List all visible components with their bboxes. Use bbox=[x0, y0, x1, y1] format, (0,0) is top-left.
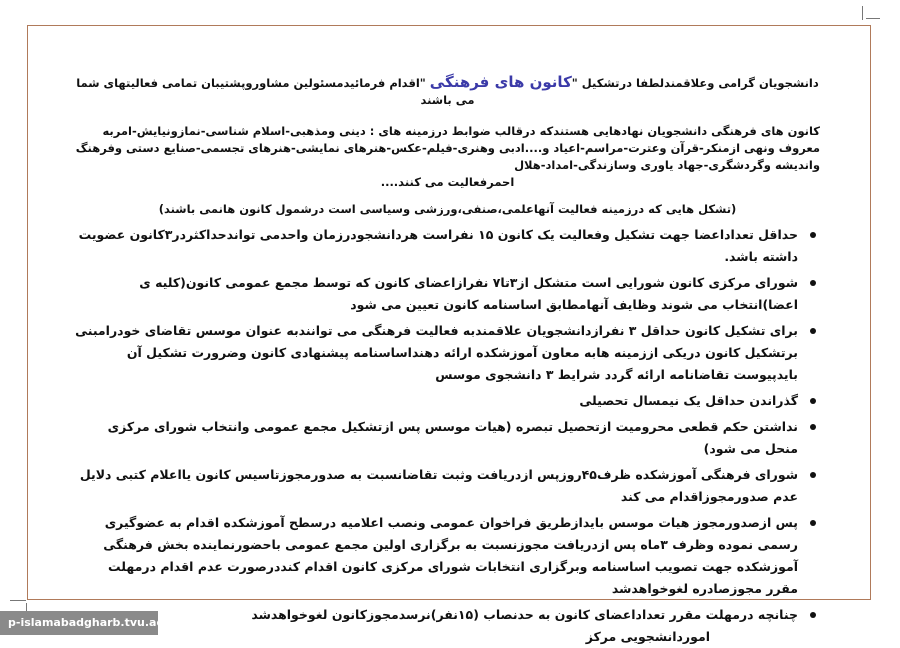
intro-highlight: کانون های فرهنگی bbox=[429, 73, 572, 91]
crop-mark bbox=[862, 6, 863, 20]
intro-post: "اقدام فرمائیدمسئولین مشاوروپشتیبان تمامی فعالیتهای شما می باشند bbox=[76, 76, 475, 107]
intro-pre: دانشجویان گرامی وعلاقمندلطفا درتشکیل " bbox=[571, 76, 819, 90]
definition-paragraph-end: احمرفعالیت می کنند.... bbox=[380, 175, 515, 189]
intro-line bbox=[75, 74, 820, 109]
list-item: نداشتن حکم قطعی محرومیت ازتحصیل تبصره (هیات موسس پس ازتشکیل مجمع عمومی وانتخاب شورای مرکزی منحل می شود) bbox=[75, 416, 798, 460]
signature-line: اموردانشجویی مرکز bbox=[585, 629, 710, 644]
rules-list bbox=[75, 224, 820, 626]
crop-mark bbox=[10, 600, 26, 601]
list-item: برای تشکیل کانون حداقل ۳ نفرازدانشجویان علاقمندبه فعالیت فرهنگی می توانندبه عنوان موسس تقاضای خودرامبنی برتشکیل کانون دریکی اززمینه هابه معاون آموزشکده ارائه دهنداساسنامه پیشنهادی کانون وضرورت تشکیل آن بایدپیوست تقاضانامه ارائه گردد شرایط ۳ دانشجوی موسس bbox=[75, 320, 798, 386]
list-item: گذراندن حداقل یک نیمسال تحصیلی bbox=[75, 390, 798, 412]
site-url-footer[interactable]: p-islamabadgharb.tvu.ac.ir bbox=[0, 611, 158, 635]
list-item: چنانچه درمهلت مقرر تعداداعضای کانون به حدنصاب (۱۵نفر)نرسدمجوزکانون لغوخواهدشد bbox=[75, 604, 798, 626]
announcement-document bbox=[75, 74, 820, 648]
list-item: حداقل تعداداعضا جهت تشکیل وفعالیت یک کانون ۱۵ نفراست هردانشجودرزمان واحدمی تواندحداکثردر۳کانون عضویت داشته باشد. bbox=[75, 224, 798, 268]
list-item: شورای فرهنگی آموزشکده ظرف۴۵روزپس ازدریافت وثبت تقاضانسبت به صدورمجوزتاسیس کانون یااعلام کتبی دلایل عدم صدورمجوزاقدام می کند bbox=[75, 464, 798, 508]
list-item: پس ازصدورمجوز هیات موسس بایدازطریق فراخوان عمومی ونصب اعلامیه درسطح آموزشکده اقدام به عضوگیری رسمی نموده وظرف ۳ماه پس ازدریافت مجوزنسبت به برگزاری اولین مجمع عمومی باحضورنماینده بخش فرهنگی آموزشکده جهت تصویب اساسنامه وبرگزاری انتخابات شورای مرکزی کانون اقدام کنددرصورت عدم اقدام درمهلت مقرر مجوزصادره لغوخواهدشد bbox=[75, 512, 798, 600]
exclusion-note: (تشکل هایی که درزمینه فعالیت آنهاعلمی،صنفی،ورزشی وسیاسی است درشمول کانون هانمی باشند) bbox=[158, 202, 737, 216]
definition-paragraph: کانون های فرهنگی دانشجویان نهادهایی هستندکه درقالب ضوابط درزمینه های : دینی ومذهبی-اسلام شناسی-نمازونیایش-امربه معروف ونهی ازمنکر-قرآن وعترت-مراسم-اعیاد و....ادبی وهنری-فیلم-عکس-هنرهای نمایشی-هنرهای تجسمی-صنایع دستی وفرهنگ واندیشه وگردشگری-جهاد یاوری وسازندگی-امداد-هلال bbox=[75, 124, 820, 172]
crop-mark bbox=[866, 18, 880, 19]
list-item: شورای مرکزی کانون شورایی است متشکل از۳تا۷ نفرازاعضای کانون که توسط مجمع عمومی کانون(کلیه ی اعضا)انتخاب می شوند وظایف آنهامطابق اساسنامه کانون تعیین می شود bbox=[75, 272, 798, 316]
